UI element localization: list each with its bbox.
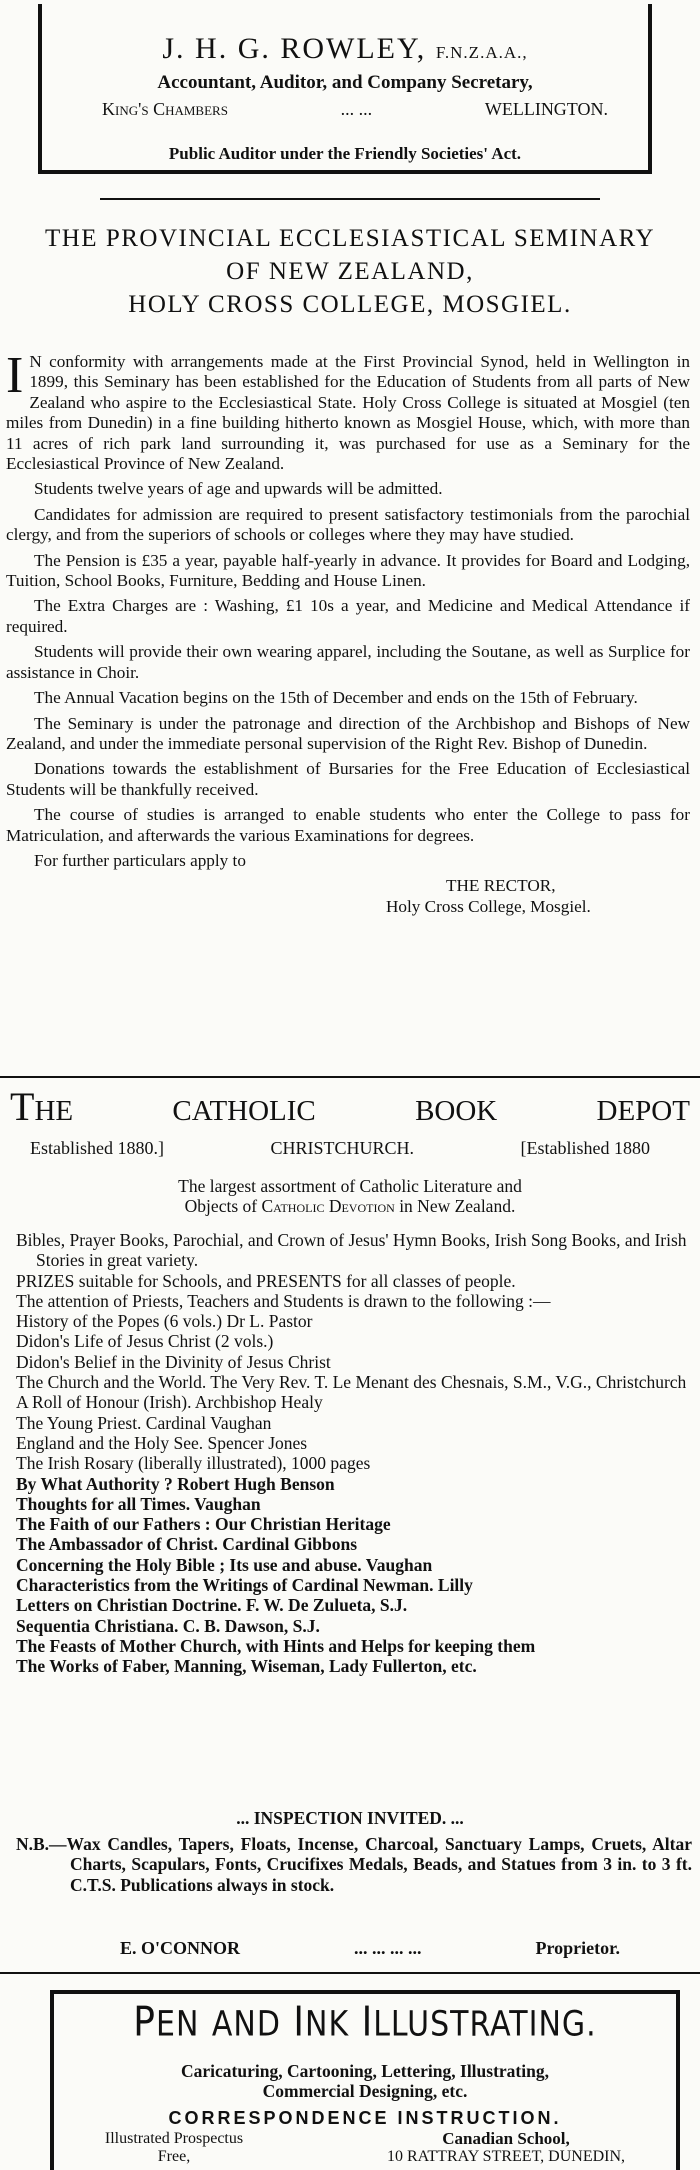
title-part: NK [305,2004,350,2045]
book-depot-heading-word: CATHOLIC [172,1095,316,1127]
rowley-name-text: J. H. G. ROWLEY, [162,32,427,65]
owner-name: E. O'CONNOR [120,1938,241,1958]
book-depot-heading [10,1084,690,1129]
seminary-para2: Students twelve years of age and upwards will be admitted. [34,479,443,499]
seminary-para5: The Extra Charges are : Washing, £1 10s a year, and Medicine and Medical Attendance if required. [6,596,690,636]
title-part: I [293,1998,306,2047]
seminary-para9: Donations towards the establishment of Bursaries for the Free Education of Ecclesiastical Students will be thankfully received. [6,759,690,799]
established-right: [Established 1880 [520,1138,650,1158]
divider [0,1076,700,1078]
list-item: A Roll of Honour (Irish). Archbishop Healy [16,1392,323,1413]
intro-line1: The largest assortment of Catholic Literature and [178,1176,522,1196]
rowley-address [102,99,608,120]
title-part: AND [211,2004,281,2045]
divider [100,198,600,200]
established-city: CHRISTCHURCH. [270,1138,415,1158]
seminary-para8: The Seminary is under the patronage and direction of the Archbishop and Bishops of New Zealand, and under the immediate personal supervision of the Right Rev. Bishop of Dunedin. [6,713,690,753]
book-depot-list [16,1230,692,1677]
correspondence-instruction: CORRESPONDENCE INSTRUCTION. [168,2108,562,2128]
rowley-auditor: Public Auditor under the Friendly Societies' Act. [168,144,522,163]
pen-and-ink-description [54,2061,676,2101]
seminary-title-line3: HOLY CROSS COLLEGE, MOSGIEL. [128,291,572,318]
seminary-body [6,347,690,917]
book-depot-heading-the: HE [34,1095,74,1127]
book-depot-heading-word: BOOK [415,1095,498,1127]
list-item: Bibles, Prayer Books, Parochial, and Crown of Jesus' Hymn Books, Irish Song Books, and Irish Stories in great variety. [16,1230,687,1271]
book-depot-intro [0,1176,700,1216]
rowley-name [42,32,648,66]
rowley-address-building: King's Chambers [102,99,228,119]
list-item: The Feasts of Mother Church, with Hints and Helps for keeping them [16,1635,536,1656]
book-depot-owner [120,1938,620,1959]
book-depot-heading-word: DEPOT [596,1095,690,1127]
list-item: Sequentia Christiana. C. B. Dawson, S.J. [16,1615,320,1636]
seminary-para7: The Annual Vacation begins on the 15th of December and ends on the 15th of February. [34,688,638,708]
list-item: The Ambassador of Christ. Cardinal Gibbons [16,1534,358,1555]
seminary-para11: For further particulars apply to [34,850,246,870]
owner-title: Proprietor. [535,1938,620,1958]
seminary-paragraph [6,347,690,474]
seminary-advertisement [0,222,700,916]
list-item: Thoughts for all Times. Vaughan [16,1493,261,1514]
seminary-para1: N conformity with arrangements made at the First Provincial Synod, held in Wellington in 1899, this Seminary has been established for the Education of Students from all parts of New Zealand who aspire to the Ecclesiastical State. Holy Cross College is situated at Mosgiel (ten miles from Dunedin) in a fine building hitherto known as Mosgiel House, which, with more than 11 acres of rich park land surrounding it, was purchased for use as a Seminary for the Ecclesiastical Province of New Zealand. [6,352,690,474]
list-item: The Faith of our Fathers : Our Christian Heritage [16,1514,391,1535]
book-depot-heading-initial: T [10,1084,35,1129]
title-part: P [133,1998,156,2047]
seminary-signature-college: Holy Cross College, Mosgiel. [386,896,591,916]
seminary-para6: Students will provide their own wearing apparel, including the Soutane, as well as Surplice for assistance in Choir. [6,642,690,682]
prospectus-line2: Free, [157,2148,191,2165]
rowley-advertisement [0,0,700,182]
seminary-title [0,222,700,321]
owner-dots: ... ... ... ... [354,1938,422,1958]
description-line1: Caricaturing, Cartooning, Lettering, Illustrating, [181,2061,549,2081]
rowley-box [38,4,652,174]
seminary-signature-rector: THE RECTOR, [446,876,556,896]
rowley-address-city: WELLINGTON. [484,99,608,119]
list-item: Characteristics from the Writings of Cardinal Newman. Lilly [16,1575,473,1596]
drop-cap: I [6,347,24,404]
rowley-degrees: F.N.Z.A.A., [435,43,528,62]
seminary-para3: Candidates for admission are required to present satisfactory testimonials from the parochial clergy, and from the superiors of schools or colleges where they may have studied. [6,504,690,545]
list-item: The Church and the World. The Very Rev. T. Le Menant des Chesnais, S.M., V.G., Christchurch [16,1372,687,1393]
list-item: The attention of Priests, Teachers and Students is drawn to the following :— [16,1290,551,1311]
prospectus [74,2130,274,2166]
seminary-para10: The course of studies is arranged to enable students who enter the College to pass for Matriculation, and afterwards the various Examinations for degrees. [6,805,690,845]
pen-and-ink-box [50,1990,680,2170]
pen-and-ink-footer [74,2130,646,2166]
school-address [366,2130,646,2166]
list-item: History of the Popes (6 vols.) Dr L. Pastor [16,1311,313,1332]
divider [0,1972,700,1974]
list-item: The Irish Rosary (liberally illustrated), 1000 pages [16,1453,371,1474]
rowley-address-dots: ... ... [340,99,373,119]
list-item: The Works of Faber, Manning, Wiseman, Lady Fullerton, etc. [16,1656,477,1677]
list-item: PRIZES suitable for Schools, and PRESENTS for all classes of people. [16,1270,516,1291]
intro-line2 [0,1196,700,1216]
list-item: Didon's Belief in the Divinity of Jesus Christ [16,1351,331,1372]
intro-line2-c: in New Zealand. [399,1196,516,1216]
list-item: The Young Priest. Cardinal Vaughan [16,1412,272,1433]
title-part: EN [156,2004,200,2045]
book-depot-heading-word [10,1084,74,1129]
list-item: By What Authority ? Robert Hugh Benson [16,1473,335,1494]
intro-line2-b: Catholic Devotion [261,1196,395,1216]
seminary-title-line2: OF NEW ZEALAND, [226,258,474,285]
book-depot-established [30,1138,650,1159]
prospectus-line1: Illustrated Prospectus [104,2130,244,2147]
list-item: Letters on Christian Doctrine. F. W. De Zulueta, S.J. [16,1595,408,1616]
inspection-invited: ... INSPECTION INVITED. ... [236,1808,464,1828]
list-item: England and the Holy See. Spencer Jones [16,1432,308,1453]
pen-and-ink-title [54,1999,676,2046]
seminary-para4: The Pension is £35 a year, payable half-yearly in advance. It provides for Board and Lodging, Tuition, School Books, Furniture, Bedding and House Linen. [6,550,690,591]
intro-line2-a: Objects of [184,1196,258,1216]
seminary-signature [6,876,690,917]
seminary-title-line1: THE PROVINCIAL ECCLESIASTICAL SEMINARY [44,225,655,252]
title-part: I [361,1998,374,2047]
list-item: Didon's Life of Jesus Christ (2 vols.) [16,1331,274,1352]
school-name: Canadian School, [442,2129,570,2148]
school-street: 10 RATTRAY STREET, DUNEDIN, [386,2148,626,2165]
established-left: Established 1880.] [30,1138,164,1158]
book-depot-nb: N.B.—Wax Candles, Tapers, Floats, Incense, Charcoal, Sanctuary Lamps, Cruets, Altar Charts, Scapulars, Fonts, Crucifixes Medals, Beads, and Statues from 3 in. to 3 ft. C.T.S. Publications always in stock. [16,1834,692,1895]
rowley-roles: Accountant, Auditor, and Company Secretary, [157,72,533,93]
description-line2: Commercial Designing, etc. [262,2081,468,2101]
list-item: Concerning the Holy Bible ; Its use and abuse. Vaughan [16,1554,433,1575]
title-part: LLUSTRATING. [373,2004,597,2045]
